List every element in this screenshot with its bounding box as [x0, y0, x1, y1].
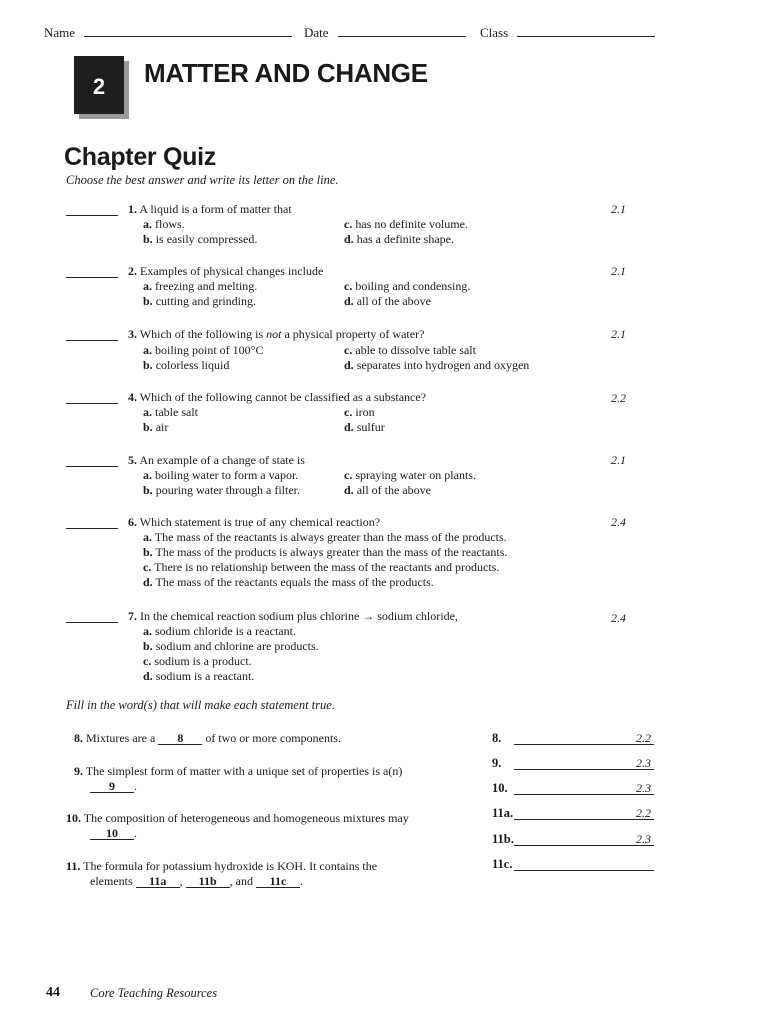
answer-section-10: 2.3	[636, 781, 651, 795]
q1-option-a: a. flows.	[143, 217, 185, 231]
answer-label-10: 10.	[492, 781, 508, 795]
q5-option-d: d. all of the above	[344, 483, 431, 497]
answer-line-q5[interactable]	[66, 465, 118, 467]
fill-item-9: 9. The simplest form of matter with a unique set of properties is a(n)	[74, 764, 403, 778]
q4-option-d: d. sulfur	[344, 420, 385, 434]
answer-label-9: 9.	[492, 756, 502, 770]
answer-section-11a: 2.2	[636, 806, 651, 820]
section-ref-q1: 2.1	[611, 202, 626, 216]
chapter-title: MATTER AND CHANGE	[144, 58, 428, 88]
answer-line-11b[interactable]	[514, 844, 654, 846]
blank-11b: 11b	[186, 875, 230, 888]
answer-line-q2[interactable]	[66, 276, 118, 278]
q7-option-a: a. sodium chloride is a reactant.	[143, 624, 296, 638]
date-label: Date	[304, 25, 329, 40]
q4-option-c: c. iron	[344, 405, 375, 419]
name-blank[interactable]	[84, 24, 292, 37]
q5-option-b: b. pouring water through a filter.	[143, 483, 300, 497]
q3-option-d: d. separates into hydrogen and oxygen	[344, 358, 530, 372]
q3-option-a: a. boiling point of 100°C	[143, 343, 264, 357]
answer-line-11c[interactable]	[514, 869, 654, 871]
q1-option-c: c. has no definite volume.	[344, 217, 468, 231]
question-4-stem: 4. Which of the following cannot be classified as a substance?	[128, 390, 427, 404]
section-ref-q2: 2.1	[611, 264, 626, 278]
section-ref-q3: 2.1	[611, 327, 626, 341]
q3-option-b: b. colorless liquid	[143, 358, 230, 372]
quiz-title: Chapter Quiz	[64, 143, 216, 171]
question-6-stem: 6. Which statement is true of any chemical reaction?	[128, 515, 381, 529]
fill-item-10-line2: 10 .	[90, 826, 137, 841]
q3-option-c: c. able to dissolve table salt	[344, 343, 476, 357]
q7-option-b: b. sodium and chlorine are products.	[143, 639, 319, 653]
blank-11c: 11c	[256, 875, 300, 888]
answer-section-9: 2.3	[636, 756, 651, 770]
fill-item-10: 10. The composition of heterogeneous and homogeneous mixtures may	[66, 811, 409, 825]
answer-line-q1[interactable]	[66, 214, 118, 216]
q4-option-a: a. table salt	[143, 405, 198, 419]
q1-option-d: d. has a definite shape.	[344, 232, 454, 246]
answer-line-q7[interactable]	[66, 621, 118, 623]
question-2-stem: 2. Examples of physical changes include	[128, 264, 324, 278]
answer-label-11c: 11c.	[492, 857, 513, 871]
question-5-stem: 5. An example of a change of state is	[128, 453, 305, 467]
blank-9: 9	[90, 780, 134, 793]
class-blank[interactable]	[517, 24, 655, 37]
question-1-stem: 1. A liquid is a form of matter that	[128, 202, 292, 216]
name-field-row	[44, 24, 292, 41]
section-ref-q4: 2.2	[611, 391, 626, 405]
quiz-instructions: Choose the best answer and write its letter on the line.	[66, 173, 339, 187]
q7-option-c: c. sodium is a product.	[143, 654, 252, 668]
q6-option-c: c. There is no relationship between the mass of the reactants and products.	[143, 560, 500, 574]
answer-label-11b: 11b.	[492, 832, 514, 846]
answer-line-q4[interactable]	[66, 402, 118, 404]
answer-label-11a: 11a.	[492, 806, 514, 820]
section-ref-q5: 2.1	[611, 453, 626, 467]
q4-option-b: b. air	[143, 420, 169, 434]
answer-line-10[interactable]	[514, 793, 654, 795]
question-3-stem: 3. Which of the following is not a physical property of water?	[128, 327, 425, 341]
fill-item-11: 11. The formula for potassium hydroxide is KOH. It contains the	[66, 859, 378, 873]
q1-option-b: b. is easily compressed.	[143, 232, 258, 246]
fill-item-8: 8. Mixtures are a 8 of two or more components.	[74, 731, 341, 745]
fill-item-11-line2: elements 11a , 11b , and 11c .	[90, 874, 303, 888]
section-ref-q6: 2.4	[611, 515, 626, 529]
blank-10: 10	[90, 827, 134, 840]
q5-option-a: a. boiling water to form a vapor.	[143, 468, 299, 482]
date-blank[interactable]	[338, 24, 466, 37]
page-number: 44	[46, 985, 60, 1000]
section-ref-q7: 2.4	[611, 611, 626, 625]
answer-line-q6[interactable]	[66, 527, 118, 529]
q5-option-c: c. spraying water on plants.	[344, 468, 476, 482]
blank-11a: 11a	[136, 875, 180, 888]
question-7-stem: 7. In the chemical reaction sodium plus chlorine → sodium chloride,	[128, 609, 458, 623]
fill-item-9-line2: 9 .	[90, 779, 137, 794]
chapter-number-badge	[74, 56, 124, 114]
date-field-row	[304, 24, 466, 41]
name-label: Name	[44, 25, 76, 40]
answer-line-11a[interactable]	[514, 818, 654, 820]
answer-line-q3[interactable]	[66, 339, 118, 341]
q2-option-c: c. boiling and condensing.	[344, 279, 471, 293]
answer-label-8: 8.	[492, 731, 502, 745]
answer-section-8: 2.2	[636, 731, 651, 745]
q2-option-b: b. cutting and grinding.	[143, 294, 257, 308]
answer-line-8[interactable]	[514, 743, 654, 745]
q2-option-a: a. freezing and melting.	[143, 279, 258, 293]
blank-8: 8	[158, 732, 202, 745]
chapter-number: 2	[92, 74, 106, 99]
q6-option-d: d. The mass of the reactants equals the mass of the products.	[143, 575, 434, 589]
answer-section-11b: 2.3	[636, 832, 651, 846]
class-label: Class	[480, 25, 509, 40]
fill-in-instructions: Fill in the word(s) that will make each statement true.	[66, 698, 335, 712]
q6-option-a: a. The mass of the reactants is always greater than the mass of the products.	[143, 530, 507, 544]
class-field-row	[480, 24, 655, 41]
q2-option-d: d. all of the above	[344, 294, 431, 308]
answer-line-9[interactable]	[514, 768, 654, 770]
q7-option-d: d. sodium is a reactant.	[143, 669, 255, 683]
q6-option-b: b. The mass of the products is always greater than the mass of the reactants.	[143, 545, 508, 559]
footer-text: Core Teaching Resources	[90, 986, 218, 1000]
